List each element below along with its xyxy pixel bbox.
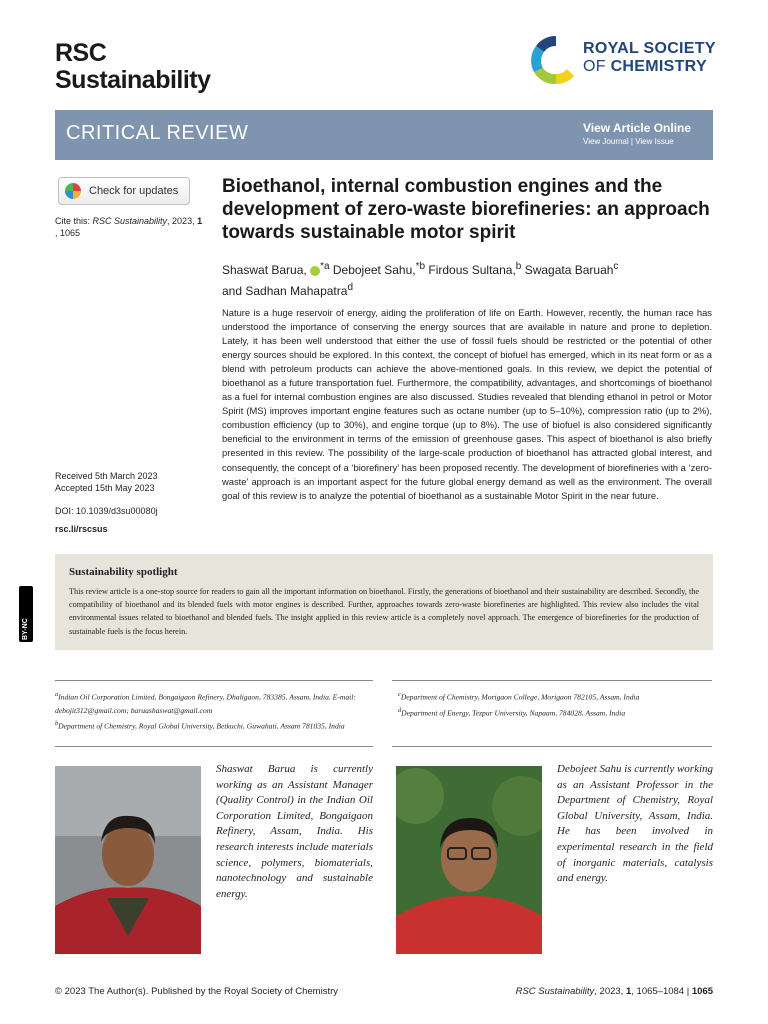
affiliation-b-text: Department of Chemistry, Royal Global University, Betkuchi, Guwahati, Assam 781035, India bbox=[58, 721, 345, 731]
bio-divider bbox=[392, 746, 712, 747]
view-issue-link[interactable]: View Issue bbox=[635, 137, 674, 146]
cite-volume: 1 bbox=[197, 216, 203, 226]
footer-volume: 1 bbox=[625, 986, 632, 997]
affiliations-right bbox=[398, 688, 718, 719]
received-date: Received 5th March 2023 bbox=[55, 471, 158, 481]
journal-name bbox=[55, 40, 211, 94]
footer-separator: | bbox=[684, 986, 692, 997]
author-affiliation: *a bbox=[320, 261, 330, 272]
footer-journal: RSC Sustainability bbox=[515, 986, 595, 997]
view-article-online-link[interactable]: View Article Online bbox=[583, 121, 692, 135]
orcid-icon[interactable] bbox=[310, 266, 320, 276]
author-bio: Shaswat Barua is currently working as an Assistant Manager (Quality Control) in the Indian Oil Corporation Limited, Bongaigaon Refinery, Assam, India. His research interests include materials science, polymers, biomaterials, nanotechnology and sustainable energy. bbox=[216, 763, 373, 900]
publisher-line2-prefix: OF bbox=[583, 58, 611, 75]
author-list bbox=[222, 258, 712, 300]
doi[interactable]: DOI: 10.1039/d3su00080j bbox=[55, 506, 158, 516]
copyright: © 2023 The Author(s). Published by the Royal Society of Chemistry bbox=[55, 986, 338, 997]
journal-name-line1: RSC bbox=[55, 39, 107, 67]
author-bio: Debojeet Sahu is currently working as an Assistant Professor in the Department of Chemistry, Royal Global University, Assam, India. He has been involved in experimental research in the field of inorganic materials, catalysis and energy. bbox=[557, 763, 714, 885]
affiliation-c: $^c$Department of Chemistry, Morigaon College, Morigaon 782105, Assam, India bbox=[398, 691, 640, 702]
spotlight-title: Sustainability spotlight bbox=[69, 566, 178, 578]
affiliations-left bbox=[55, 688, 375, 732]
cite-journal: RSC Sustainability bbox=[92, 216, 168, 226]
journal-name-line2: Sustainability bbox=[55, 66, 211, 94]
affiliation-b: $^b$Department of Chemistry, Royal Global University, Betkuchi, Guwahati, Assam 781035, India bbox=[55, 719, 345, 731]
crossmark-icon bbox=[65, 183, 81, 199]
author-name: Shaswat Barua, bbox=[222, 263, 307, 277]
spotlight-body: This review article is a one-stop source for readers to gain all the important information on bioethanol. Firstly, the generations of bioethanol and their sustainability are described. Secondly, the compatibility of bioethanol and its blended fuels with motor engines is described. Further, approaches towards zero-waste biorefineries are highlighted. This review also includes the vital environmental issues related to bioethanol and blended fuels. The insight applied in this review article is a completely novel approach. The emergence of biorefineries for the production of sustainable fuels is the focus herein. bbox=[69, 587, 699, 636]
author-name: Swagata Baruah bbox=[524, 263, 614, 277]
author-name: and Sadhan Mahapatra bbox=[222, 284, 348, 298]
footer-citation bbox=[470, 986, 713, 997]
publisher-line2-bold: CHEMISTRY bbox=[610, 58, 707, 75]
affiliation-a: $^a$Indian Oil Corporation Limited, Bongaigaon Refinery, Dhaligaon, 783385, Assam, India. E-mail: debojit312@gmail.com; baruashaswat@gmail.com bbox=[55, 691, 356, 715]
affiliation-d-text: Department of Energy, Tezpur University, Napaam, 784028, Assam, India bbox=[401, 708, 626, 718]
author-affiliation: b bbox=[515, 261, 522, 272]
bio-divider bbox=[55, 746, 373, 747]
article-title: Bioethanol, internal combustion engines and the development of zero-waste biorefineries: an approach towards sustainable motor spirit bbox=[222, 176, 710, 243]
view-journal-link[interactable]: View Journal bbox=[583, 137, 629, 146]
view-links-separator: | bbox=[628, 137, 636, 146]
footer-year: , 2023, bbox=[594, 986, 626, 997]
accepted-date: Accepted 15th May 2023 bbox=[55, 483, 155, 493]
view-links bbox=[583, 137, 674, 146]
affiliation-divider bbox=[55, 680, 373, 681]
affiliation-d: $^d$Department of Energy, Tezpur University, Napaam, 784028, Assam, India bbox=[398, 706, 626, 718]
author-affiliation: *b bbox=[415, 261, 426, 272]
publisher-line2 bbox=[583, 58, 716, 76]
author-name: Firdous Sultana, bbox=[428, 263, 516, 277]
article-dates bbox=[55, 470, 158, 494]
publisher-line1: ROYAL SOCIETY bbox=[583, 40, 716, 57]
citation bbox=[55, 215, 215, 239]
footer-pages: , 1065–1084 bbox=[631, 986, 685, 997]
affiliation-c-text: Department of Chemistry, Morigaon College, Morigaon 782105, Assam, India bbox=[400, 692, 640, 702]
author-photo bbox=[55, 766, 201, 954]
section-title: CRITICAL REVIEW bbox=[66, 122, 249, 144]
cite-label: Cite this: bbox=[55, 216, 93, 226]
cite-year: , 2023, bbox=[167, 216, 198, 226]
journal-link[interactable]: rsc.li/rscsus bbox=[55, 524, 108, 534]
author-affiliation: c bbox=[613, 261, 619, 272]
cite-pages: , 1065 bbox=[55, 228, 81, 238]
check-for-updates-label: Check for updates bbox=[89, 185, 179, 197]
affiliation-a-text: Indian Oil Corporation Limited, Bongaigaon Refinery, Dhaligaon, 783385, Assam, India. E-mail: debojit312@gmail.com; baruashaswat@gmail.com bbox=[55, 692, 356, 715]
author-photo bbox=[396, 766, 542, 954]
affiliation-divider bbox=[392, 680, 712, 681]
publisher-wordmark bbox=[583, 40, 716, 76]
cc-license-label: BY-NC bbox=[22, 618, 29, 640]
page-number: 1065 bbox=[691, 986, 713, 997]
check-for-updates-button[interactable] bbox=[58, 177, 190, 205]
author-name: Debojeet Sahu, bbox=[332, 263, 416, 277]
abstract: Nature is a huge reservoir of energy, aiding the proliferation of life on Earth. However, recently, the human race has understood the importance of conserving the energy sources that are available in nature and prone to depletion. Lately, it has been well understood that either the use of fossil fuels should be restricted or the potential of other energy sources should be explored. In this context, the concept of biofuel has emerged, which in its neat form or as a blend with petroleum products can achieve the above-mentioned goals. In this review, we depict the potential of bioethanol as a future transportation fuel. Furthermore, the compatibility, advantages, and shortcomings of bioethanol as a fuel for internal combustion engines are also discussed. Studies revealed that blending ethanol in petrol or Motor Spirit (MS) improves important engine features such as octane number (up to 5–10%), compression ratio (up to 2%), combustion efficiency (up to 30%), and engine torque (up to 8%). The use of biofuel is also considered significantly beneficial to the environment in terms of the emission of greenhouse gases. This aspect of bioethanol is also briefly presented in this review. The possibility of the large-scale production of bioethanol has attracted global interest, and consequently, the concept of a ‘biorefinery’ has been proposed recently. The development of biorefineries with a ‘zero-waste’ approach is an important aspect for the future global energy demand as well as the environment. The overall goal of this review is to analyze the potential of bioethanol as a sustainable Motor Spirit in the near future. bbox=[222, 307, 712, 501]
author-affiliation: d bbox=[347, 282, 353, 293]
